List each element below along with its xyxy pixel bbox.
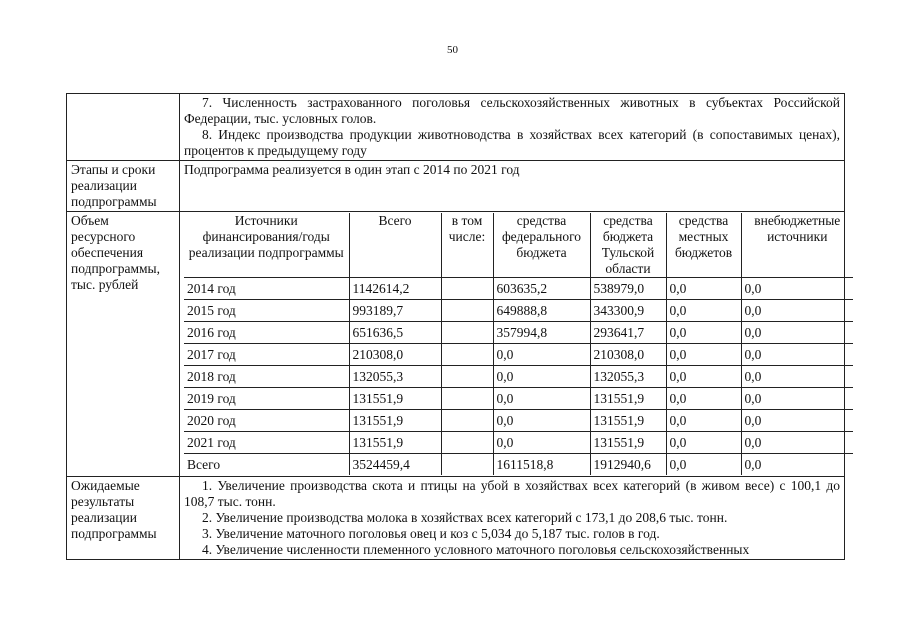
financing-cell bbox=[180, 212, 845, 477]
cell-local: 0,0 bbox=[666, 278, 741, 300]
cell-year: 2021 год bbox=[184, 432, 349, 454]
cell-regional: 131551,9 bbox=[590, 432, 666, 454]
cell-regional: 343300,9 bbox=[590, 300, 666, 322]
cell-year: 2020 год bbox=[184, 410, 349, 432]
cell-total: 131551,9 bbox=[349, 388, 441, 410]
result-item-3: 3. Увеличение маточного поголовья овец и коз с 5,034 до 5,187 тыс. голов в год. bbox=[202, 526, 660, 541]
cell-local: 0,0 bbox=[666, 344, 741, 366]
cell-federal: 0,0 bbox=[493, 344, 590, 366]
header-federal: средства федерального бюджета bbox=[493, 213, 590, 278]
cell-extrabudget: 0,0 bbox=[741, 432, 853, 454]
result-item-1: 1. Увеличение производства скота и птицы на убой в хозяйствах всех категорий (в живом весе) с 100,1 до 108,7 тыс. тонн. bbox=[184, 478, 840, 509]
cell-total: 3524459,4 bbox=[349, 454, 441, 476]
results-cell bbox=[180, 477, 845, 560]
cell-extrabudget: 0,0 bbox=[741, 366, 853, 388]
results-label: Ожидаемые результаты реализации подпрограммы bbox=[67, 477, 180, 560]
cell-federal: 0,0 bbox=[493, 388, 590, 410]
cell-local: 0,0 bbox=[666, 410, 741, 432]
cell-including bbox=[441, 344, 493, 366]
cell-local: 0,0 bbox=[666, 388, 741, 410]
cell-year: 2019 год bbox=[184, 388, 349, 410]
header-total: Всего bbox=[349, 213, 441, 278]
stages-text: Подпрограмма реализуется в один этап с 2014 по 2021 год bbox=[180, 161, 845, 212]
cell-regional: 131551,9 bbox=[590, 410, 666, 432]
indicator-item-8: 8. Индекс производства продукции животноводства в хозяйствах всех категорий (в сопоставимых ценах), процентов к предыдущему году bbox=[184, 127, 840, 158]
cell-including bbox=[441, 388, 493, 410]
cell-regional: 538979,0 bbox=[590, 278, 666, 300]
financing-row-5 bbox=[184, 388, 853, 410]
cell-extrabudget: 0,0 bbox=[741, 300, 853, 322]
cell-including bbox=[441, 432, 493, 454]
cell-year: Всего bbox=[184, 454, 349, 476]
result-item-4: 4. Увеличение численности племенного условного маточного поголовья сельскохозяйственных bbox=[202, 542, 750, 557]
financing-row bbox=[67, 212, 845, 477]
financing-row-8 bbox=[184, 454, 853, 476]
financing-label: Объем ресурсного обеспечения подпрограммы, тыс. рублей bbox=[67, 212, 180, 477]
financing-row-0 bbox=[184, 278, 853, 300]
stages-row bbox=[67, 161, 845, 212]
indicators-label-cell bbox=[67, 94, 180, 161]
cell-total: 1142614,2 bbox=[349, 278, 441, 300]
cell-local: 0,0 bbox=[666, 454, 741, 476]
cell-federal: 0,0 bbox=[493, 410, 590, 432]
cell-regional: 293641,7 bbox=[590, 322, 666, 344]
results-list bbox=[184, 478, 840, 558]
financing-row-3 bbox=[184, 344, 853, 366]
financing-row-6 bbox=[184, 410, 853, 432]
cell-including bbox=[441, 322, 493, 344]
cell-local: 0,0 bbox=[666, 432, 741, 454]
results-row bbox=[67, 477, 845, 560]
cell-year: 2014 год bbox=[184, 278, 349, 300]
cell-total: 131551,9 bbox=[349, 432, 441, 454]
financing-row-4 bbox=[184, 366, 853, 388]
cell-total: 993189,7 bbox=[349, 300, 441, 322]
cell-extrabudget: 0,0 bbox=[741, 344, 853, 366]
indicators-row bbox=[67, 94, 845, 161]
financing-row-2 bbox=[184, 322, 853, 344]
cell-regional: 132055,3 bbox=[590, 366, 666, 388]
header-regional: средства бюджета Тульской области bbox=[590, 213, 666, 278]
header-extrabudget: внебюджетные источники bbox=[741, 213, 853, 278]
cell-regional: 131551,9 bbox=[590, 388, 666, 410]
cell-extrabudget: 0,0 bbox=[741, 410, 853, 432]
cell-year: 2015 год bbox=[184, 300, 349, 322]
cell-including bbox=[441, 300, 493, 322]
financing-header-row bbox=[184, 213, 853, 278]
page-number: 50 bbox=[447, 44, 458, 56]
cell-total: 210308,0 bbox=[349, 344, 441, 366]
indicators-cell bbox=[180, 94, 845, 161]
cell-total: 651636,5 bbox=[349, 322, 441, 344]
cell-regional: 1912940,6 bbox=[590, 454, 666, 476]
passport-table bbox=[66, 93, 845, 560]
cell-federal: 0,0 bbox=[493, 366, 590, 388]
header-local: средства местных бюджетов bbox=[666, 213, 741, 278]
cell-federal: 1611518,8 bbox=[493, 454, 590, 476]
stages-label: Этапы и сроки реализации подпрограммы bbox=[67, 161, 180, 212]
cell-extrabudget: 0,0 bbox=[741, 388, 853, 410]
cell-year: 2017 год bbox=[184, 344, 349, 366]
cell-including bbox=[441, 366, 493, 388]
cell-local: 0,0 bbox=[666, 322, 741, 344]
financing-row-7 bbox=[184, 432, 853, 454]
cell-federal: 357994,8 bbox=[493, 322, 590, 344]
header-including: в том числе: bbox=[441, 213, 493, 278]
cell-federal: 0,0 bbox=[493, 432, 590, 454]
header-sources: Источники финансирования/годы реализации подпрограммы bbox=[184, 213, 349, 278]
cell-year: 2016 год bbox=[184, 322, 349, 344]
cell-extrabudget: 0,0 bbox=[741, 278, 853, 300]
cell-total: 131551,9 bbox=[349, 410, 441, 432]
cell-including bbox=[441, 454, 493, 476]
cell-including bbox=[441, 278, 493, 300]
cell-including bbox=[441, 410, 493, 432]
financing-row-1 bbox=[184, 300, 853, 322]
cell-regional: 210308,0 bbox=[590, 344, 666, 366]
cell-local: 0,0 bbox=[666, 366, 741, 388]
cell-extrabudget: 0,0 bbox=[741, 322, 853, 344]
result-item-2: 2. Увеличение производства молока в хозяйствах всех категорий с 173,1 до 208,6 тыс. тонн. bbox=[202, 510, 728, 525]
cell-local: 0,0 bbox=[666, 300, 741, 322]
cell-total: 132055,3 bbox=[349, 366, 441, 388]
cell-federal: 649888,8 bbox=[493, 300, 590, 322]
financing-table bbox=[184, 213, 853, 475]
cell-extrabudget: 0,0 bbox=[741, 454, 853, 476]
indicator-item-7: 7. Численность застрахованного поголовья сельскохозяйственных животных в субъектах Российской Федерации, тыс. условных голов. bbox=[184, 95, 840, 126]
cell-federal: 603635,2 bbox=[493, 278, 590, 300]
cell-year: 2018 год bbox=[184, 366, 349, 388]
